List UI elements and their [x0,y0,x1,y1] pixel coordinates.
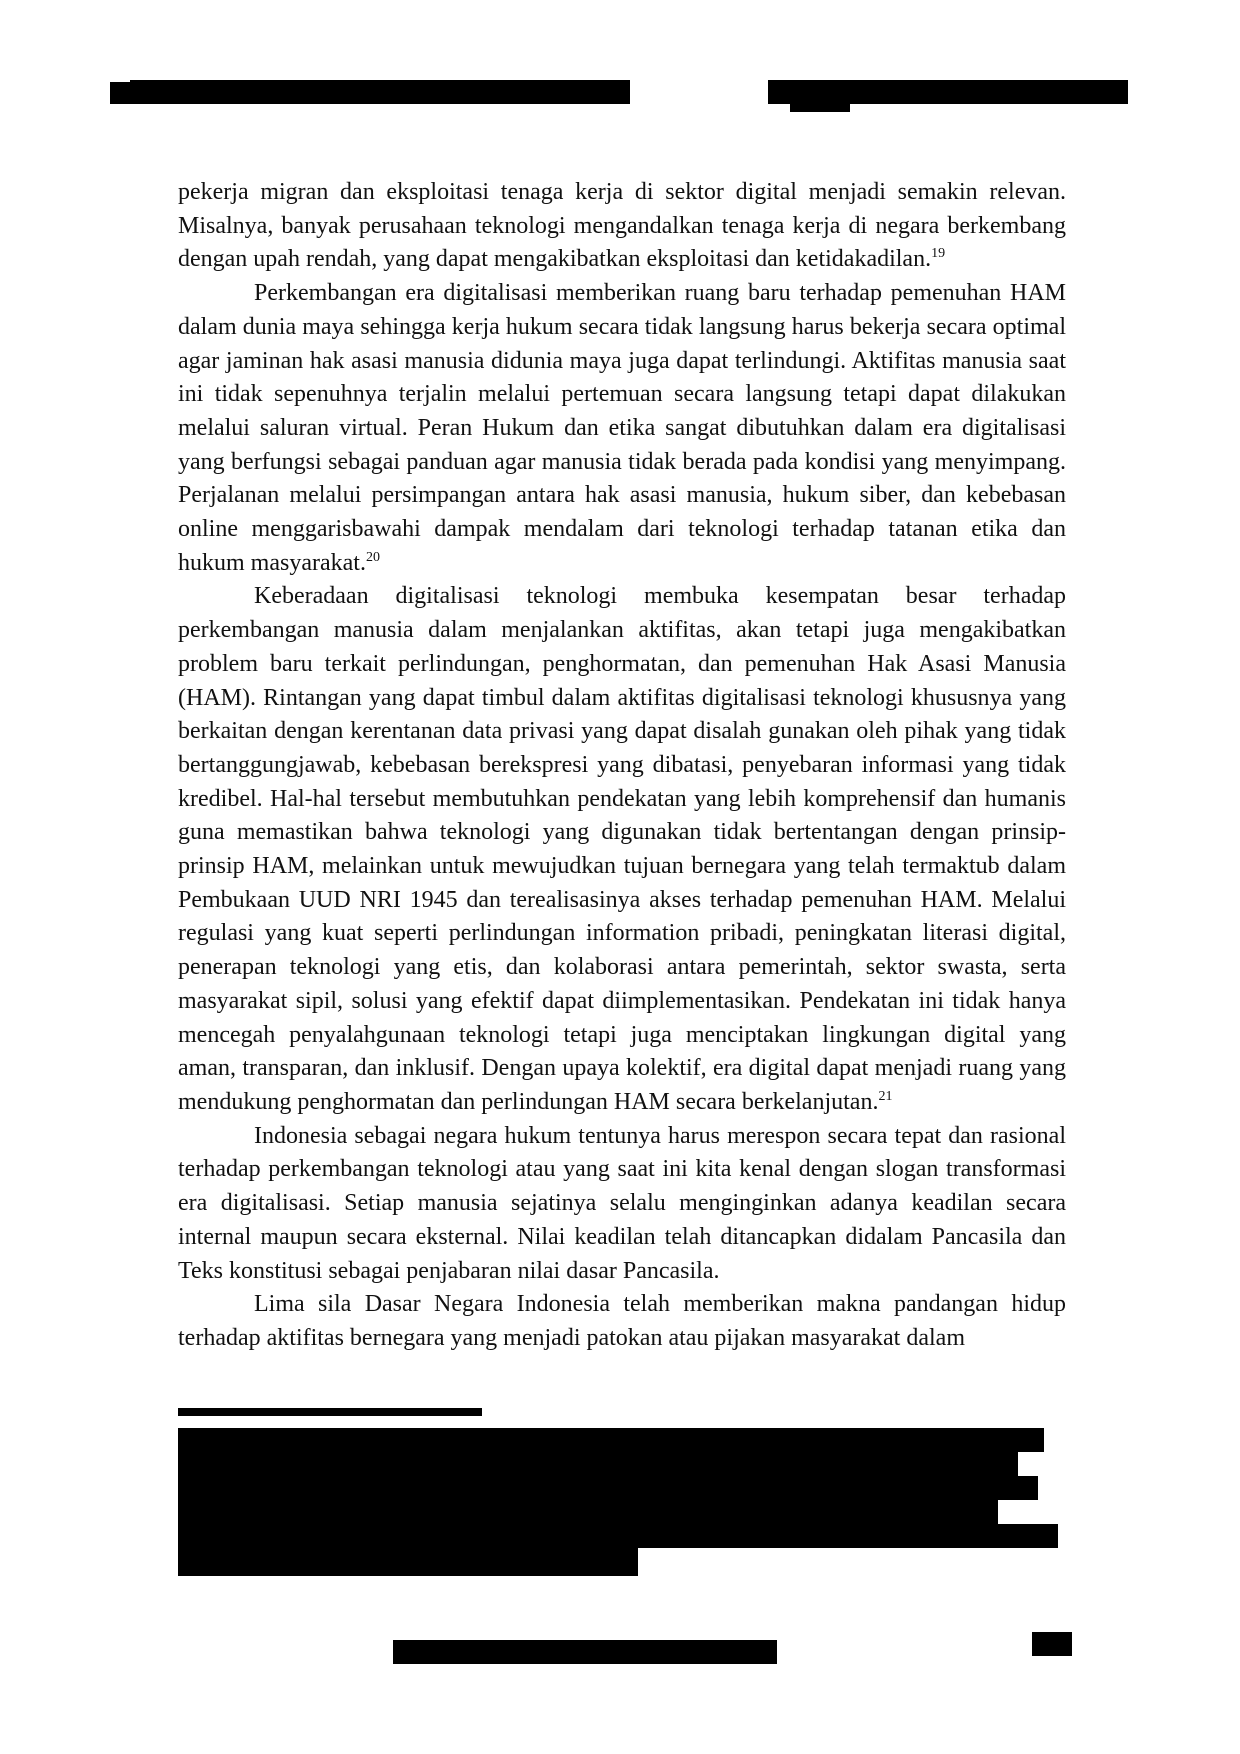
paragraph-4: Indonesia sebagai negara hukum tentunya harus merespon secara tepat dan rasional terhadap perkembangan teknologi atau yang saat ini kita kenal dengan slogan transformasi era digitalisasi. Setiap manusia sejatinya selalu menginginkan adanya keadilan secara internal maupun secara eksternal. Nilai keadilan telah ditancapkan didalam Pancasila dan Teks konstitusi sebagai penjabaran nilai dasar Pancasila. [178,1122,1066,1284]
footnote-line-redacted [178,1500,998,1524]
running-header-right-redacted [768,80,1128,104]
page-number-redacted [1032,1632,1072,1656]
running-header-left-redacted-top [130,80,630,88]
paragraph-3: Keberadaan digitalisasi teknologi membuka kesempatan besar terhadap perkembangan manusia dalam menjalankan aktifitas, akan tetapi juga mengakibatkan problem baru terkait perlindungan, penghormatan, dan pemenuhan Hak Asasi Manusia (HAM). Rintangan yang dapat timbul dalam aktifitas digitalisasi teknologi khususnya yang berkaitan dengan kerentanan data privasi yang dapat disalah gunakan oleh pihak yang tidak bertanggungjawab, kebebasan berekspresi yang dibatasi, penyebaran informasi yang tidak kredibel. Hal-hal tersebut membutuhkan pendekatan yang lebih komprehensif dan humanis guna memastikan bahwa teknologi yang digunakan tidak bertentangan dengan prinsip-prinsip HAM, melainkan untuk mewujudkan tujuan bernegara yang telah termaktub dalam Pembukaan UUD NRI 1945 dan terealisasinya akses terhadap pemenuhan HAM. Melalui regulasi yang kuat seperti perlindungan information pribadi, peningkatan literasi digital, penerapan teknologi yang etis, dan kolaborasi antara pemerintah, sektor swasta, serta masyarakat sipil, solusi yang efektif dapat diimplementasikan. Pendekatan ini tidak hanya mencegah penyalahgunaan teknologi tetapi juga menciptakan lingkungan digital yang aman, transparan, dan inklusif. Dengan upaya kolektif, era digital dapat menjadi ruang yang mendukung penghormatan dan perlindungan HAM secara berkelanjutan.$^{21}$ [178,583,1066,1115]
footnote-ref-20[interactable]: 20 [365,549,380,565]
paragraph-5: Lima sila Dasar Negara Indonesia telah memberikan makna pandangan hidup terhadap aktifitas bernegara yang menjadi patokan atau pijakan masyarakat dalam [178,1291,1066,1351]
footnote-line-redacted [178,1428,1044,1452]
paragraph-2: Perkembangan era digitalisasi memberikan ruang baru terhadap pemenuhan HAM dalam dunia maya sehingga kerja hukum secara tidak langsung harus bekerja secara optimal agar jaminan hak asasi manusia didunia maya juga dapat terlindungi. Aktifitas manusia saat ini tidak sepenuhnya terjalin melalui pertemuan secara langsung tetapi dapat dilakukan melalui saluran virtual. Peran Hukum dan etika sangat dibutuhkan dalam era digitalisasi yang berfungsi sebagai panduan agar manusia tidak berada pada kondisi yang menyimpang. Perjalanan melalui persimpangan antara hak asasi manusia, hukum siber, dan kebebasan online menggarisbawahi dampak mendalam dari teknologi terhadap tatanan etika dan hukum masyarakat.$^{20}$ [178,280,1066,576]
paragraph-1: pekerja migran dan eksploitasi tenaga kerja di sektor digital menjadi semakin relevan. Misalnya, banyak perusahaan teknologi mengandalkan tenaga kerja di negara berkembang dengan upah rendah, yang dapat mengakibatkan eksploitasi dan ketidakadilan.$^{19}$ [178,179,1066,273]
footnote-line-redacted [178,1548,638,1576]
footnote-separator [178,1408,482,1416]
footnote-ref-19[interactable]: 19 [931,246,946,262]
footnote-ref-21[interactable]: 21 [878,1088,893,1104]
footnote-line-redacted [178,1476,1038,1500]
body-text [178,176,1066,1356]
footnote-line-redacted [178,1452,1018,1476]
footnote-line-redacted [178,1524,1058,1548]
footer-citation-redacted [393,1640,777,1664]
running-header-right-redacted-descender [790,104,850,112]
